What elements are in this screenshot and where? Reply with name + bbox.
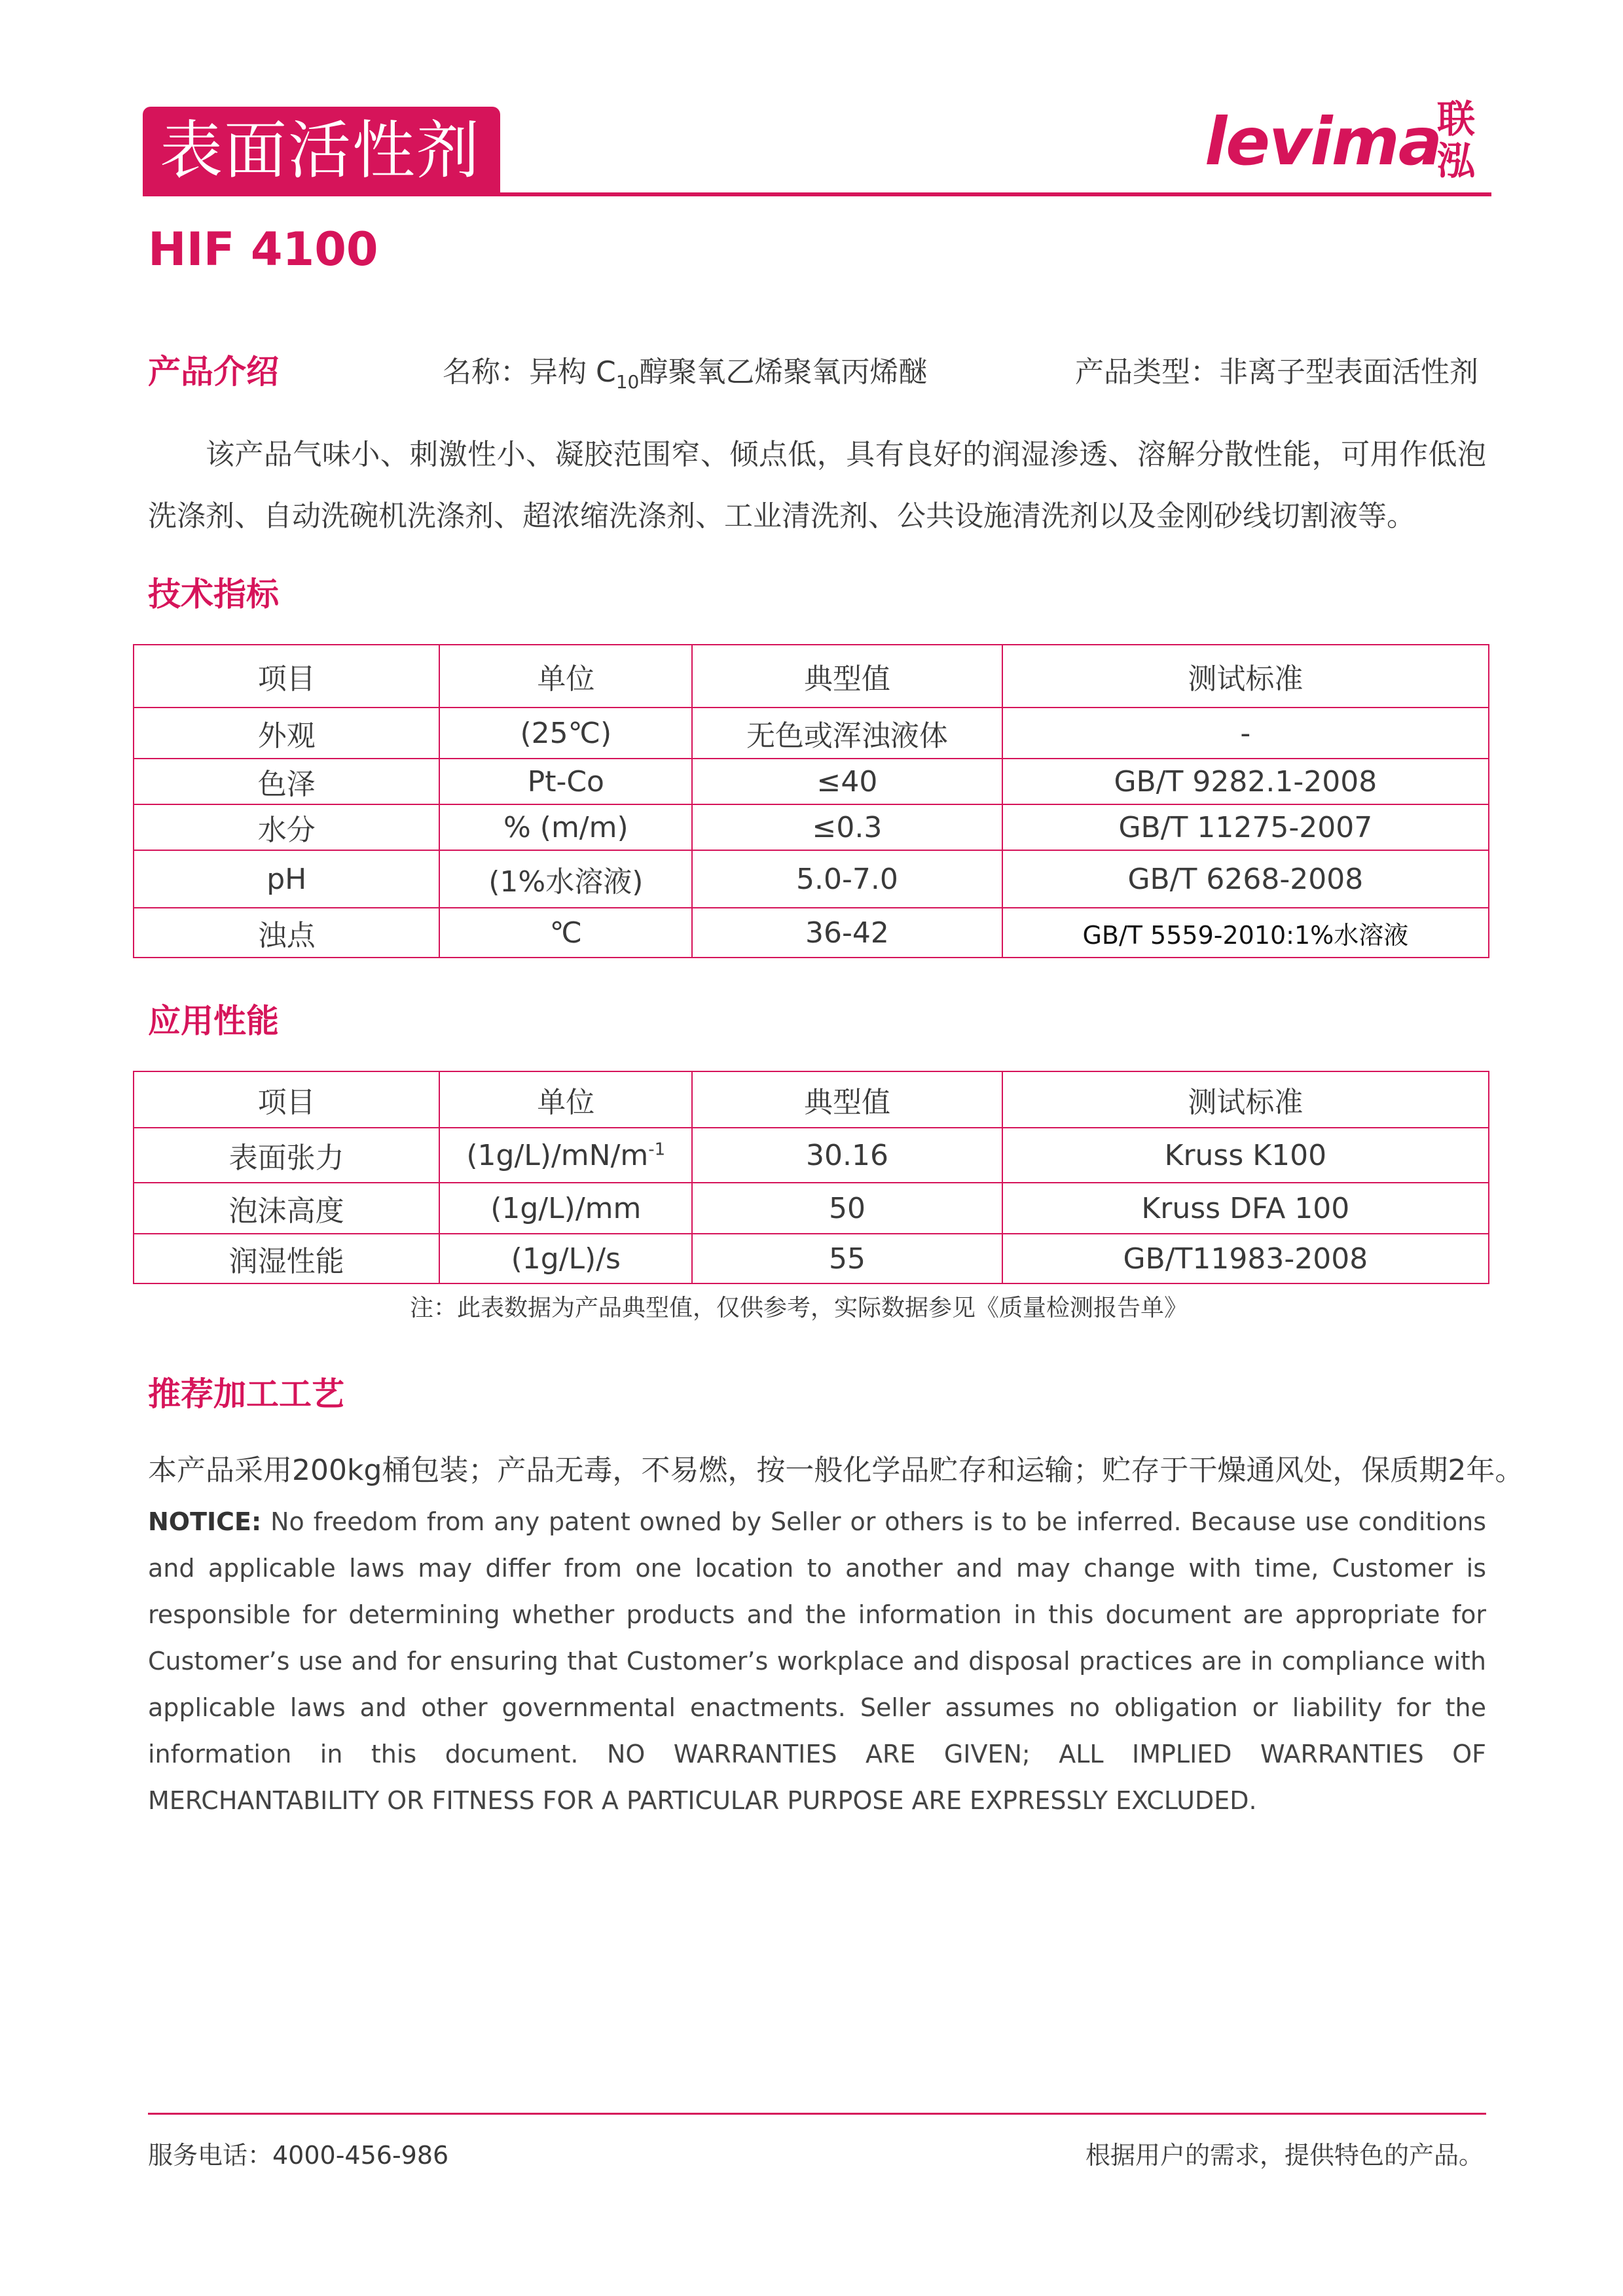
section-title-intro: 产品介绍 <box>148 353 279 391</box>
process-text: 本产品采用200kg桶包装；产品无毒，不易燃，按一般化学品贮存和运输；贮存于干燥通风处，保质期2年。 <box>148 1454 1524 1487</box>
table-row <box>134 1183 1489 1234</box>
table-header-cell: 项目 <box>134 1071 439 1128</box>
table-row <box>134 804 1489 850</box>
table-row <box>134 908 1489 958</box>
table-cell: 50 <box>692 1183 1002 1234</box>
table-cell: (1%水溶液) <box>439 850 692 908</box>
table-header-cell: 典型值 <box>692 1071 1002 1128</box>
table-cell: 5.0-7.0 <box>692 850 1002 908</box>
table-cell: ≤0.3 <box>692 804 1002 850</box>
table-row <box>134 1128 1489 1183</box>
table-row <box>134 1234 1489 1283</box>
table-cell: 30.16 <box>692 1128 1002 1183</box>
logo-chinese: 联泓 <box>1437 97 1476 183</box>
product-name <box>443 348 927 393</box>
table-cell: 润湿性能 <box>134 1234 439 1283</box>
table-cell: GB/T 11275-2007 <box>1002 804 1489 850</box>
notice-text: No freedom from any patent owned by Seller or others is to be inferred. Because use conditions and applicable laws may differ from one location to another and may change with time, Customer is responsible for determining whether products and the information in this document are appropriate for Customer’s use and for ensuring that Customer’s workplace and disposal practices are in compliance with applicable laws and other governmental enactments. Seller assumes no obligation or liability for the information in this document. NO WARRANTIES ARE GIVEN; ALL IMPLIED WARRANTIES OF MERCHANTABILITY OR FITNESS FOR A PARTICULAR PURPOSE ARE EXPRESSLY EXCLUDED. <box>148 1507 1486 1815</box>
table-cell: pH <box>134 850 439 908</box>
table-cell: GB/T11983-2008 <box>1002 1234 1489 1283</box>
table-cell: 36-42 <box>692 908 1002 958</box>
table-cell: Pt-Co <box>439 759 692 804</box>
footer-divider <box>148 2113 1486 2115</box>
table-row <box>134 850 1489 908</box>
table-cell: 水分 <box>134 804 439 850</box>
table-header-cell: 典型值 <box>692 645 1002 708</box>
product-name-suffix: 醇聚氧乙烯聚氧丙烯醚 <box>639 355 928 389</box>
product-code: HIF 4100 <box>148 223 378 276</box>
application-table <box>133 1071 1489 1284</box>
service-hotline: 服务电话：4000-456-986 <box>148 2141 449 2170</box>
section-title-process: 推荐加工工艺 <box>148 1375 344 1413</box>
table-cell: Kruss K100 <box>1002 1128 1489 1183</box>
table-cell: 无色或浑浊液体 <box>692 708 1002 759</box>
table-header-cell: 测试标准 <box>1002 645 1489 708</box>
table-cell: (1g/L)/s <box>439 1234 692 1283</box>
table-row <box>134 708 1489 759</box>
product-name-prefix: 名称：异构 C <box>443 355 616 389</box>
legal-notice <box>148 1499 1486 1824</box>
section-title-application: 应用性能 <box>148 1002 279 1040</box>
product-description: 该产品气味小、刺激性小、凝胶范围窄、倾点低，具有良好的润湿渗透、溶解分散性能，可用作低泡洗涤剂、自动洗碗机洗涤剂、超浓缩洗涤剂、工业清洗剂、公共设施清洗剂以及金刚砂线切割液等。 <box>148 438 1486 533</box>
table-cell: Kruss DFA 100 <box>1002 1183 1489 1234</box>
table-cell: ≤40 <box>692 759 1002 804</box>
surface-tension-unit: (1g/L)/mN/m <box>466 1138 649 1172</box>
table-cell: (25℃) <box>439 708 692 759</box>
table-cell: 55 <box>692 1234 1002 1283</box>
unit-superscript: -1 <box>648 1139 666 1159</box>
table-cell: GB/T 9282.1-2008 <box>1002 759 1489 804</box>
table-row <box>134 759 1489 804</box>
table-footnote: 注：此表数据为产品典型值，仅供参考，实际数据参见《质量检测报告单》 <box>410 1295 1188 1321</box>
notice-label: NOTICE: <box>148 1507 262 1536</box>
header-divider <box>143 192 1491 196</box>
table-header-row <box>134 1071 1489 1128</box>
table-cell <box>439 1128 692 1183</box>
table-cell: ℃ <box>439 908 692 958</box>
table-header-cell: 单位 <box>439 645 692 708</box>
product-type: 产品类型：非离子型表面活性剂 <box>1075 355 1478 389</box>
table-header-cell: 测试标准 <box>1002 1071 1489 1128</box>
tech-spec-table <box>133 644 1489 958</box>
table-cell: GB/T 6268-2008 <box>1002 850 1489 908</box>
section-title-tech: 技术指标 <box>148 575 279 613</box>
table-header-cell: 项目 <box>134 645 439 708</box>
table-header-cell: 单位 <box>439 1071 692 1128</box>
footer-slogan: 根据用户的需求，提供特色的产品。 <box>1085 2141 1484 2170</box>
table-cell: % (m/m) <box>439 804 692 850</box>
table-cell: (1g/L)/mm <box>439 1183 692 1234</box>
company-logo <box>1205 98 1493 190</box>
page-category-title: 表面活性剂 <box>160 114 481 187</box>
table-cell: GB/T 5559-2010:1%水溶液 <box>1002 908 1489 958</box>
table-cell: 表面张力 <box>134 1128 439 1183</box>
product-name-subscript: 10 <box>615 370 640 393</box>
table-cell: 色泽 <box>134 759 439 804</box>
table-cell: 泡沫高度 <box>134 1183 439 1234</box>
logo-brand: levima <box>1205 103 1442 180</box>
table-header-row <box>134 645 1489 708</box>
table-cell: - <box>1002 708 1489 759</box>
table-cell: 浊点 <box>134 908 439 958</box>
table-cell: 外观 <box>134 708 439 759</box>
